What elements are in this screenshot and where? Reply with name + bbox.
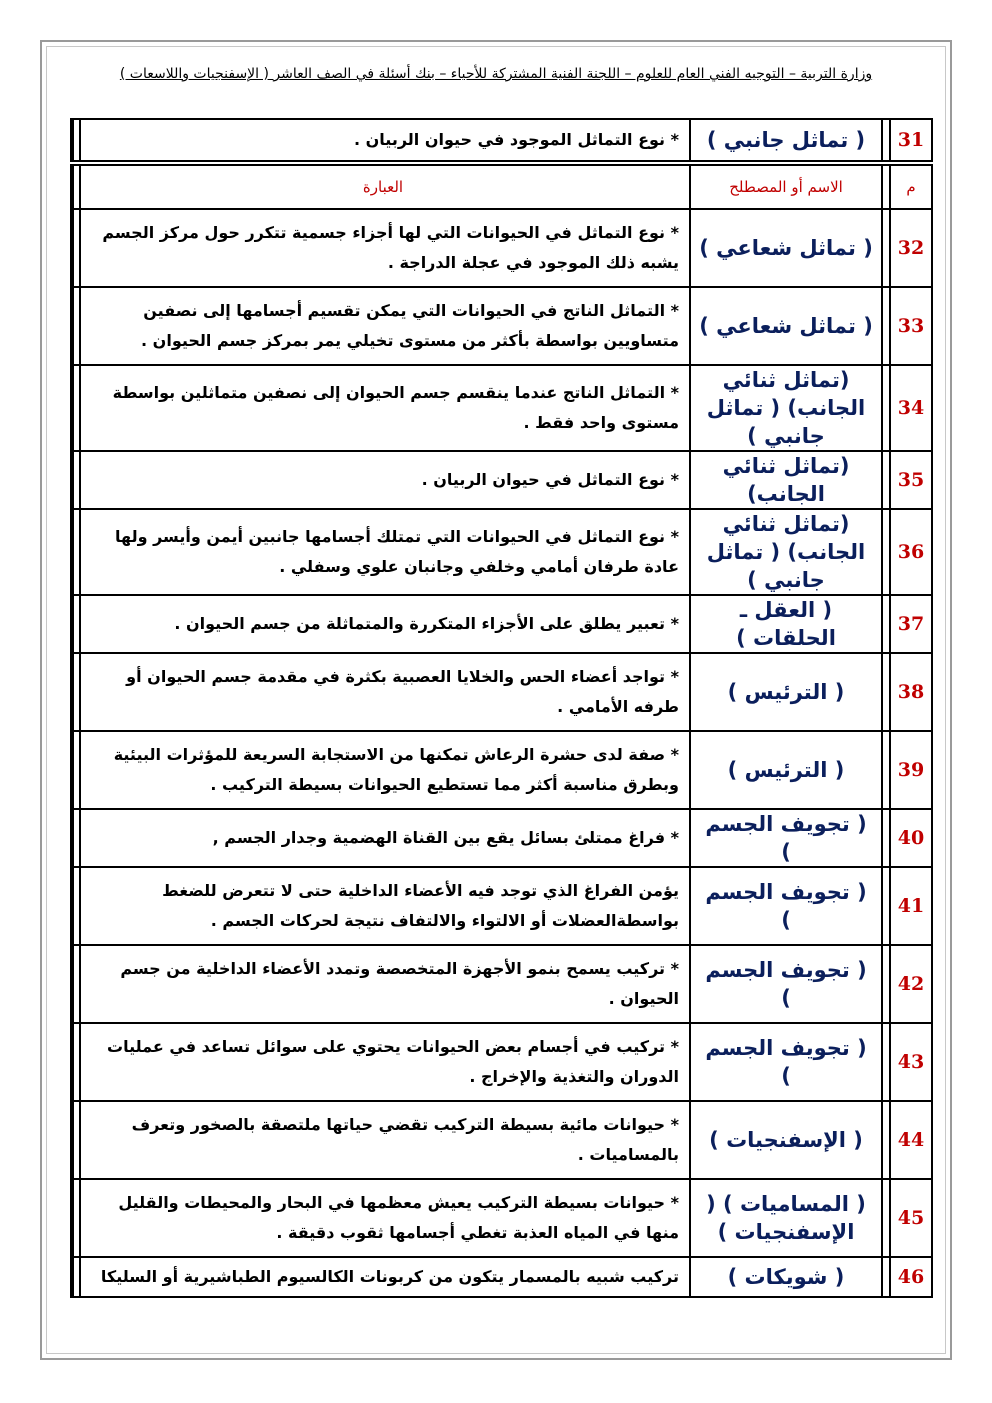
table-row — [72, 509, 932, 595]
row-description: * تركيب في أجسام بعض الحيوانات يحتوي على سوائل تساعد في عمليات الدوران والتغذية والإخراج . — [80, 1023, 690, 1101]
table-row — [72, 1257, 932, 1297]
table-row — [72, 653, 932, 731]
table-row — [72, 365, 932, 451]
row-term: ( تجويف الجسم ) — [690, 809, 882, 867]
table-row — [72, 451, 932, 509]
top-row-table — [70, 118, 930, 162]
table-row — [72, 945, 932, 1023]
row-description: * نوع التماثل في الحيوانات التي لها أجزاء جسمية تتكرر حول مركز الجسم يشبه ذلك الموجود في عجلة الدراجة . — [80, 209, 690, 287]
row-term: ( تماثل شعاعي ) — [690, 287, 882, 365]
table-row — [72, 287, 932, 365]
row-number: 44 — [890, 1101, 932, 1179]
row-number: 35 — [890, 451, 932, 509]
row-description: * نوع التماثل في حيوان الربيان . — [80, 451, 690, 509]
row-description: * صفة لدى حشرة الرعاش تمكنها من الاستجابة السريعة للمؤثرات البيئية وبطرق مناسبة أكثر مما تستطيع الحيوانات بسيطة التركيب . — [80, 731, 690, 809]
table-row — [72, 867, 932, 945]
row-term: ( العقل ـ الحلقات ) — [690, 595, 882, 653]
row-description: * التماثل الناتج في الحيوانات التي يمكن تقسيم أجسامها إلى نصفين متساويين بواسطة بأكثر من مستوى تخيلي يمر بمركز جسم الحيوان . — [80, 287, 690, 365]
row-term: ( تماثل شعاعي ) — [690, 209, 882, 287]
row-term: ( الترئيس ) — [690, 731, 882, 809]
row-description: * تركيب يسمح بنمو الأجهزة المتخصصة وتمدد الأعضاء الداخلية من جسم الحيوان . — [80, 945, 690, 1023]
row-number: 34 — [890, 365, 932, 451]
row-term: (تماثل ثنائي الجانب) ( تماثل جانبي ) — [690, 509, 882, 595]
row-term: (تماثل ثنائي الجانب) ( تماثل جانبي ) — [690, 365, 882, 451]
table-row — [72, 595, 932, 653]
row-term: ( الترئيس ) — [690, 653, 882, 731]
row-term: ( تجويف الجسم ) — [690, 945, 882, 1023]
row-description: * نوع التماثل الموجود في حيوان الربيان . — [80, 119, 690, 161]
row-description: * تواجد أعضاء الحس والخلايا العصبية بكثرة في مقدمة جسم الحيوان أو طرفه الأمامي . — [80, 653, 690, 731]
row-description: * فراغ ممتلئ بسائل يقع بين القناة الهضمية وجدار الجسم , — [80, 809, 690, 867]
row-description: * نوع التماثل في الحيوانات التي تمتلك أجسامها جانبين أيمن وأيسر ولها عادة طرفان أمامي وخلفي وجانبان علوي وسفلي . — [80, 509, 690, 595]
table-row — [72, 809, 932, 867]
row-number: 40 — [890, 809, 932, 867]
row-term: ( الإسفنجيات ) — [690, 1101, 882, 1179]
questions-table — [70, 164, 930, 1298]
row-term: (تماثل ثنائي الجانب) — [690, 451, 882, 509]
table-row — [72, 1101, 932, 1179]
row-number: 36 — [890, 509, 932, 595]
page-header: وزارة التربية – التوجيه الفني العام للعلوم – اللجنة الفنية المشتركة للأحياء – بنك أسئلة في الصف العاشر ( الإسفنجيات واللاسعات ) — [119, 66, 873, 82]
row-number: 43 — [890, 1023, 932, 1101]
row-number: 37 — [890, 595, 932, 653]
row-number: 41 — [890, 867, 932, 945]
table-row — [72, 731, 932, 809]
row-description: يؤمن الفراغ الذي توجد فيه الأعضاء الداخلية حتى لا تتعرض للضغط بواسطةالعضلات أو الالتواء والالتفاف نتيجة لحركات الجسم . — [80, 867, 690, 945]
row-description: * تعبير يطلق على الأجزاء المتكررة والمتماثلة من جسم الحيوان . — [80, 595, 690, 653]
column-header-description: العبارة — [80, 165, 690, 209]
row-number: 32 — [890, 209, 932, 287]
row-number: 45 — [890, 1179, 932, 1257]
row-number: 33 — [890, 287, 932, 365]
row-term: ( تماثل جانبي ) — [690, 119, 882, 161]
row-description: * حيوانات بسيطة التركيب يعيش معظمها في البحار والمحيطات والقليل منها في المياه العذبة تغطي أجسامها ثقوب دقيقة . — [80, 1179, 690, 1257]
row-number: 38 — [890, 653, 932, 731]
row-term: ( شويكات ) — [690, 1257, 882, 1297]
row-number: 39 — [890, 731, 932, 809]
table-row — [72, 209, 932, 287]
row-description: * التماثل الناتج عندما ينقسم جسم الحيوان إلى نصفين متماثلين بواسطة مستوى واحد فقط . — [80, 365, 690, 451]
row-description: تركيب شبيه بالمسمار يتكون من كربونات الكالسيوم الطباشيرية أو السليكا — [80, 1257, 690, 1297]
table-row — [72, 1179, 932, 1257]
row-description: * حيوانات مائية بسيطة التركيب تقضي حياتها ملتصقة بالصخور وتعرف بالمساميات . — [80, 1101, 690, 1179]
row-term: ( تجويف الجسم ) — [690, 867, 882, 945]
row-number: 46 — [890, 1257, 932, 1297]
table-row — [72, 119, 932, 161]
column-header-term: الاسم أو المصطلح — [690, 165, 882, 209]
column-header-number: م — [890, 165, 932, 209]
row-term: ( المساميات ) ( الإسفنجيات ) — [690, 1179, 882, 1257]
table-row — [72, 1023, 932, 1101]
table-header-row — [72, 165, 932, 209]
row-number: 42 — [890, 945, 932, 1023]
row-number: 31 — [890, 119, 932, 161]
row-term: ( تجويف الجسم ) — [690, 1023, 882, 1101]
